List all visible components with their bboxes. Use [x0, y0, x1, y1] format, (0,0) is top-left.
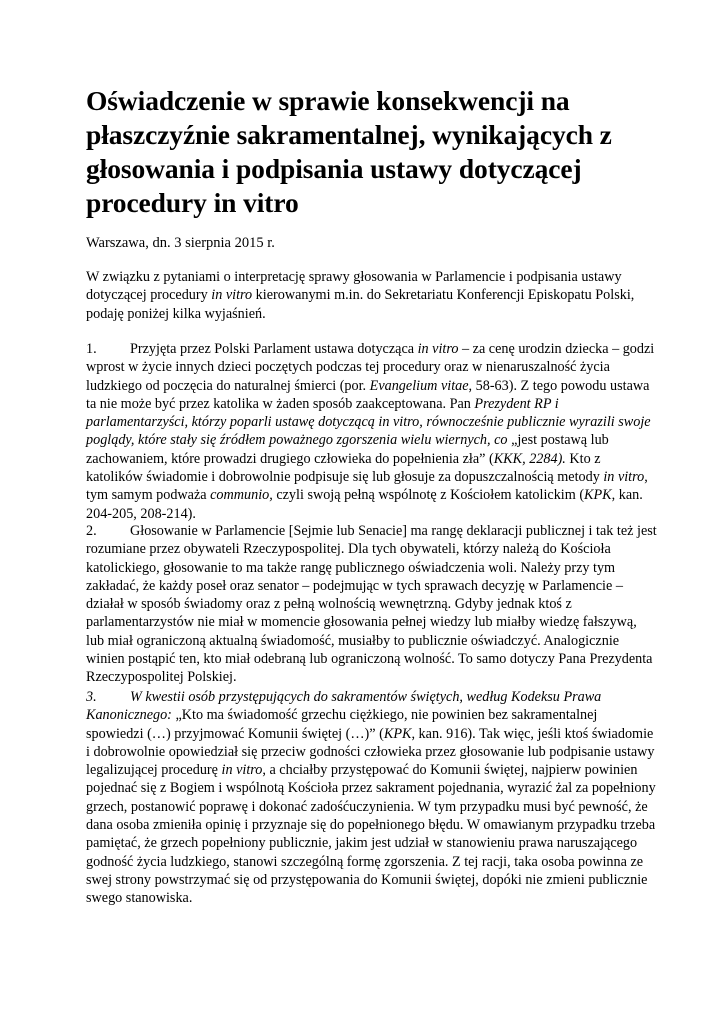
p1-text-g: „jest postawą lub zachowaniem, które prowadzi drugiego człowieka do popełnienia zła” ( [86, 432, 609, 467]
p2-text: Głosowanie w Parlamencie [Sejmie lub Senacie] ma rangę deklaracji publicznej i tak też jest rozumiane przez obywateli Rzeczypospolitej. Dla tych obywateli, którzy należą do Kościoła katolickiego, głosowanie to ma także rangę publicznego oświadczenia woli. Należy przy tym zakładać, że każdy poseł oraz senator – podejmując w tych sprawach decyzję w Parlamencie – działał w sposób świadomy oraz z pełną wolnością wewnętrzną. Gdyby jednak ktoś z parlamentarzystów nie miał w momencie głosowania pełnej wiedzy lub miałby wiedzę fałszywą, lub miał ograniczoną aktualną świadomość, musiałby to publicznie oświadczyć. Analogicznie winien postąpić ten, kto miał odebraną lub ograniczoną wolność. To samo dotyczy Pana Prezydenta Rzeczypospolitej Polskiej. [86, 523, 657, 686]
p1-italic-b: in vitro [417, 341, 459, 357]
intro-term: in vitro [211, 287, 253, 304]
p1-text-c: – za cenę urodzin dziecka – godzi wprost w życie innych dzieci poczętych podczas tej procedury oraz w nienaruszalność życia ludzkiego od poczęcia do naturalnej śmierci (por. [86, 341, 655, 394]
intro-paragraph [86, 268, 658, 323]
p3-italic-a: W kwestii osób przystępujących do sakramentów świętych, według Kodeksu Prawa Kanonicznego: [86, 689, 602, 724]
document-title: Oświadczenie w sprawie konsekwencji na płaszczyźnie sakramentalnej, wynikających z głosowania i podpisania ustawy dotyczącej procedury in vitro [86, 85, 612, 218]
p3-italic-c: KPK [383, 725, 412, 742]
p1-text-o: , kan. 204-205, 208-214). [86, 487, 643, 522]
p3-text-f: , a chciałby przystępować do Komunii świętej, najpierw powinien pojednać się z Bogiem i wspólnotą Kościoła przez sakrament pojednania, wyrazić żal za popełniony grzech, postanowić poprawę i dokonać zadośćuczynienia. W tym przypadku musi być pewność, że dana osoba zmieniła opinię i przyznaje się do popełnionego błędu. W omawianym przypadku trzeba pamiętać, że grzech popełniony publicznie, jakim jest udział w stanowieniu prawa naruszającego godność życia ludzkiego, stanowi szczególną formę zgorszenia. Z tej racji, taka osoba powinna ze swej strony powstrzymać się od przystępowania do Komunii świętej, dopóki nie zmieni publicznie swego stanowiska. [86, 762, 656, 907]
paragraph-number: 2. [86, 523, 97, 539]
p3-text-b: „Kto ma świadomość grzechu ciężkiego, nie powinien bez sakramentalnej spowiedzi (…) przyjmować Komunii świętej (…)” ( [86, 707, 598, 742]
paragraph-1 [86, 340, 658, 523]
paragraph-number: 1. [86, 341, 97, 357]
p1-italic-n: KPK [584, 487, 612, 504]
intro-text-end: kierowanymi m.in. do Sekretariatu Konferencji Episkopatu Polski, podaję poniżej kilka wyjaśnień. [86, 287, 635, 322]
paragraph-2 [86, 522, 658, 687]
p1-italic-f: Prezydent RP i parlamentarzyści, którzy poparli ustawę dotyczącą in vitro, równocześnie publicznie wyrazili swoje poglądy, które stały się źródłem poważnego zgorszenia wielu wiernych, co [86, 395, 651, 449]
p3-italic-e: in vitro [221, 762, 263, 779]
p1-text-i: Kto z katolików świadomie i dobrowolnie podpisuje się lub głosuje za dopuszczalnością metody [86, 450, 604, 486]
p1-italic-j: in vitro [603, 469, 645, 486]
paragraph-number: 3. [86, 689, 97, 705]
p1-italic-h: KKK, 2284). [493, 450, 566, 467]
p1-text-e: , 58-63). Z tego powodu ustawa ta nie może być przez katolika w żaden sposób zaakceptowana. Pan [86, 377, 650, 412]
paragraph-3 [86, 688, 658, 908]
p3-text-d: , kan. 916). Tak więc, jeśli ktoś świadomie i dobrowolnie opowiedział się przeciw godności człowieka przez głosowanie lub podpisanie ustawy legalizującej procedurę [86, 725, 655, 779]
p1-text-k: , tym samym podważa [86, 469, 648, 504]
p1-italic-d: Evangelium vitae [369, 377, 469, 394]
date-line: Warszawa, dn. 3 sierpnia 2015 r. [86, 235, 275, 251]
intro-text: W związku z pytaniami o interpretację sprawy głosowania w Parlamencie i podpisania ustawy dotyczącej procedury [86, 269, 622, 304]
p1-text-a: Przyjęta przez Polski Parlament ustawa dotycząca [130, 341, 418, 357]
p1-text-m: czyli swoją pełną wspólnotę z Kościołem katolickim ( [272, 487, 585, 504]
p1-italic-l: communio, [210, 487, 273, 504]
